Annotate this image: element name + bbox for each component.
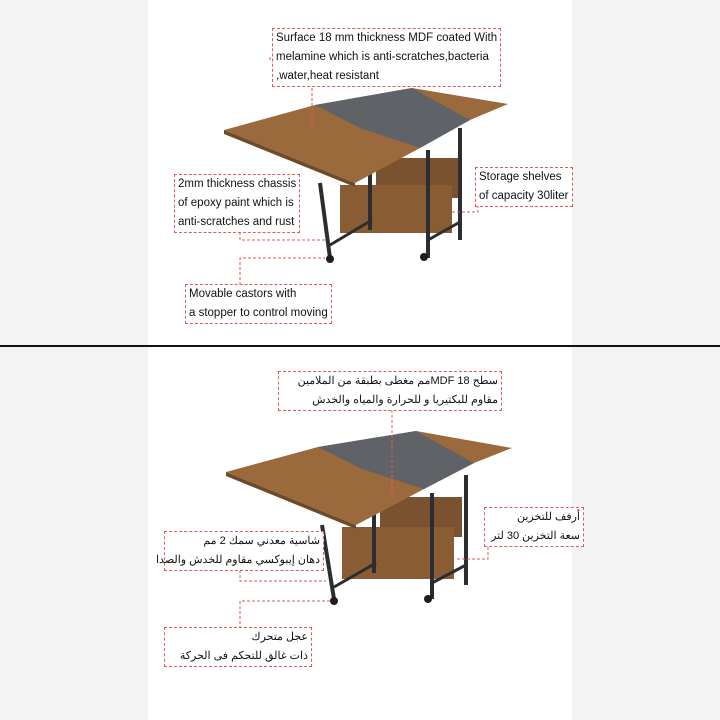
callout-text: 2mm thickness chassis [178, 178, 297, 190]
callout-text: أرفف للتخزين [517, 511, 580, 523]
surface-callout [272, 28, 501, 87]
castor-wheel [326, 255, 334, 263]
callout-text: سعة التخزين 30 لتر [491, 530, 580, 542]
surface-callout [278, 371, 502, 411]
callout-text: مقاوم للبكتيريا و للحرارة والمياه والخدش [312, 394, 498, 406]
arabic-product-panel [0, 347, 720, 720]
callout-text: Surface 18 mm thickness MDF coated With [276, 32, 498, 44]
callout-text: of epoxy paint which is [178, 197, 294, 209]
castors-leader [240, 601, 330, 629]
chassis-callout [155, 531, 324, 571]
drop-leaf-table [226, 431, 512, 605]
castor-wheel [424, 595, 432, 603]
callout-text: دهان إيبوكسي مقاوم للخدش والصدا [155, 554, 320, 566]
callout-text: عجل متحرك [251, 631, 308, 643]
callout-text: anti-scratches and rust [178, 216, 295, 228]
callout-text: سطح MDF 18مم مغطى بطبقة من الملامين [297, 375, 498, 387]
castor-wheel [330, 597, 338, 605]
castors-callout [185, 284, 332, 324]
callout-text: شاسية معدني سمك 2 مم [203, 535, 320, 547]
lower-shelf [340, 185, 452, 233]
castors-leader [240, 258, 325, 285]
callout-text: ذات غالق للتحكم فى الحركة [179, 650, 308, 662]
frame-leg [320, 183, 330, 258]
callout-text: ,water,heat resistant [276, 70, 379, 82]
callout-text: of capacity 30liter [479, 190, 569, 202]
castors-callout [164, 627, 312, 667]
callout-text: melamine which is anti-scratches,bacteria [276, 51, 489, 63]
storage-callout [475, 167, 573, 207]
callout-text: Movable castors with [189, 288, 297, 300]
storage-callout [484, 507, 584, 547]
english-product-panel [0, 0, 720, 345]
callout-text: Storage shelves [479, 171, 562, 183]
chassis-callout [174, 174, 300, 233]
callout-text: a stopper to control moving [189, 307, 328, 319]
castor-wheel [420, 253, 428, 261]
